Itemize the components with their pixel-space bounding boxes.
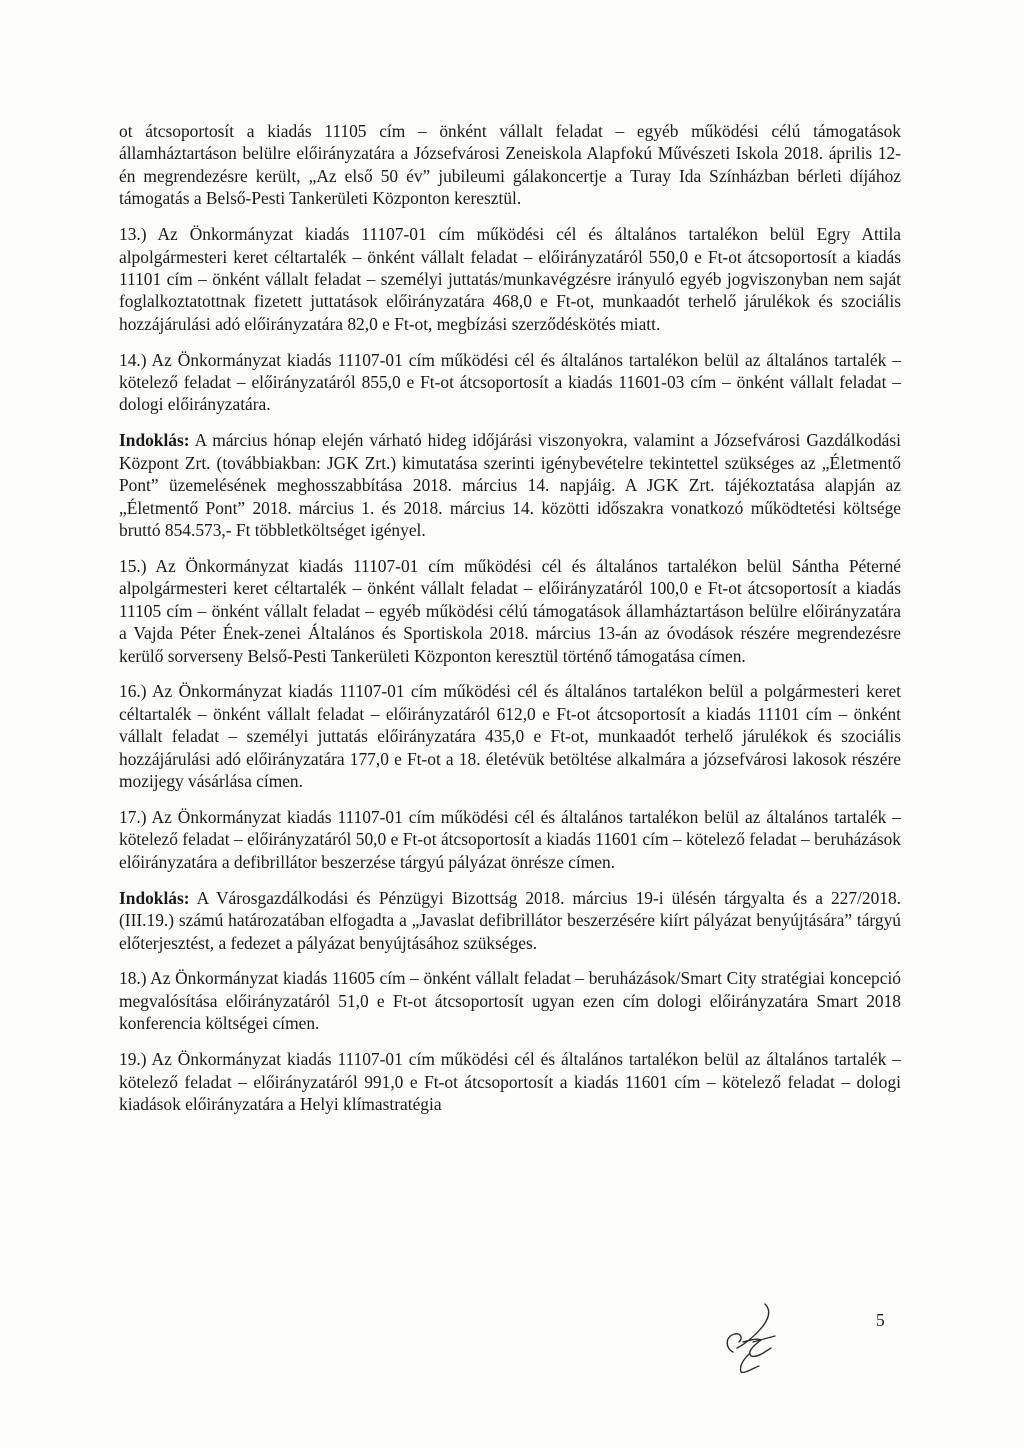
paragraph-text: ot átcsoportosít a kiadás 11105 cím – önként vállalt feladat – egyéb működési célú támogatások államháztartáson belülre előirányzatára a Józsefvárosi Zeneiskola Alapfokú Művészeti Iskola 2018. április 12-én megrendezésre került, „Az első 50 év” jubileumi gálakoncertje a Turay Ida Színházban bérleti díjához támogatás a Belső-Pesti Tankerületi Központon keresztül. — [119, 121, 901, 209]
paragraph-justification-1 — [119, 429, 901, 541]
page-number: 5 — [876, 1310, 885, 1330]
signature-initials — [703, 1296, 793, 1378]
justification-label: Indoklás: — [119, 887, 190, 908]
paragraph-text: 14.) Az Önkormányzat kiadás 11107-01 cím működési cél és általános tartalékon belül az általános tartalék – kötelező feladat – előirányzatáról 855,0 e Ft-ot átcsoportosít a kiadás 11601-03 cím – önként vállalt feladat – dologi előirányzatára. — [119, 349, 901, 415]
paragraph-justification-2 — [119, 887, 901, 954]
paragraph-item-13 — [119, 223, 901, 335]
paragraph-text: 19.) Az Önkormányzat kiadás 11107-01 cím működési cél és általános tartalékon belül az általános tartalék – kötelező feladat – előirányzatáról 991,0 e Ft-ot átcsoportosít a kiadás 11601 cím – kötelező feladat – dologi kiadások előirányzatára a Helyi klímastratégia — [119, 1049, 901, 1114]
paragraph-continuation — [119, 120, 901, 210]
paragraph-item-16 — [119, 680, 901, 792]
paragraph-text: 15.) Az Önkormányzat kiadás 11107-01 cím működési cél és általános tartalékon belül Sántha Péterné alpolgármesteri keret céltartalék – önként vállalt feladat – előirányzatáról 100,0 e Ft-ot átcsoportosít a kiadás 11105 cím – önként vállalt feladat – egyéb működési célú támogatások államháztartáson belülre előirányzatára a Vajda Péter Ének-zenei Általános és Sportiskola 2018. március 13-án az óvodások részére megrendezésre kerülő sorverseny Belső-Pesti Tankerületi Központon keresztül történő támogatása címen. — [119, 555, 901, 666]
document-body — [119, 120, 901, 1129]
paragraph-text: 18.) Az Önkormányzat kiadás 11605 cím – önként vállalt feladat – beruházások/Smart City stratégiai koncepció megvalósítása előirányzatáról 51,0 e Ft-ot átcsoportosít ugyan ezen cím dologi előirányzatára Smart 2018 konferencia költségei címen. — [119, 968, 901, 1034]
paragraph-text: 16.) Az Önkormányzat kiadás 11107-01 cím működési cél és általános tartalékon belül a polgármesteri keret céltartalék – önként vállalt feladat – előirányzatáról 612,0 e Ft-ot átcsoportosít a kiadás 11101 cím – önként vállalt feladat – személyi juttatás előirányzatára 435,0 e Ft-ot, munkaadót terhelő járulékok és szociális hozzájárulási adó előirányzatára 177,0 e Ft-ot a 18. életévük betöltése alkalmára a józsefvárosi lakosok részére mozijegy vásárlása címen. — [119, 681, 901, 792]
paragraph-item-15 — [119, 555, 901, 667]
paragraph-text: A március hónap elején várható hideg időjárási viszonyokra, valamint a Józsefvárosi Gazdálkodási Központ Zrt. (továbbiakban: JGK Zrt.) kimutatása szerinti igénybevételre tekintettel szükséges az „Életmentő Pont” üzemelésének meghosszabbítása 2018. március 14. napjáig. A JGK Zrt. tájékoztatása alapján az „Életmentő Pont” 2018. március 1. és 2018. március 14. közötti időszakra vonatkozó működtetési költsége bruttó 854.573,- Ft többletköltséget igényel. — [119, 430, 901, 540]
justification-label: Indoklás: — [119, 430, 190, 451]
paragraph-item-14 — [119, 349, 901, 416]
paragraph-text: 13.) Az Önkormányzat kiadás 11107-01 cím működési cél és általános tartalékon belül Egry Attila alpolgármesteri keret céltartalék – önként vállalt feladat – előirányzatáról 550,0 e Ft-ot átcsoportosít a kiadás 11101 cím – önként vállalt feladat – személyi juttatás/munkavégzésre irányuló egyéb jogviszonyban nem saját foglalkoztatottnak fizetett juttatások előirányzatára 468,0 e Ft-ot, munkaadót terhelő járulékok és szociális hozzájárulási adó előirányzatára 82,0 e Ft-ot, megbízási szerződéskötés miatt. — [119, 224, 901, 334]
paragraph-item-17 — [119, 806, 901, 873]
paragraph-item-18 — [119, 967, 901, 1034]
paragraph-text: A Városgazdálkodási és Pénzügyi Bizottság 2018. március 19-i ülésén tárgyalta és a 227/2018. (III.19.) számú határozatában elfogadta a „Javaslat defibrillátor beszerzésére kiírt pályázat benyújtására” tárgyú előterjesztést, a fedezet a pályázat benyújtásához szükséges. — [119, 887, 901, 953]
paragraph-text: 17.) Az Önkormányzat kiadás 11107-01 cím működési cél és általános tartalékon belül az általános tartalék – kötelező feladat – előirányzatáról 50,0 e Ft-ot átcsoportosít a kiadás 11601 cím – kötelező feladat – beruházások előirányzatára a defibrillátor beszerzése tárgyú pályázat önrésze címen. — [119, 806, 901, 872]
paragraph-item-19 — [119, 1048, 901, 1115]
